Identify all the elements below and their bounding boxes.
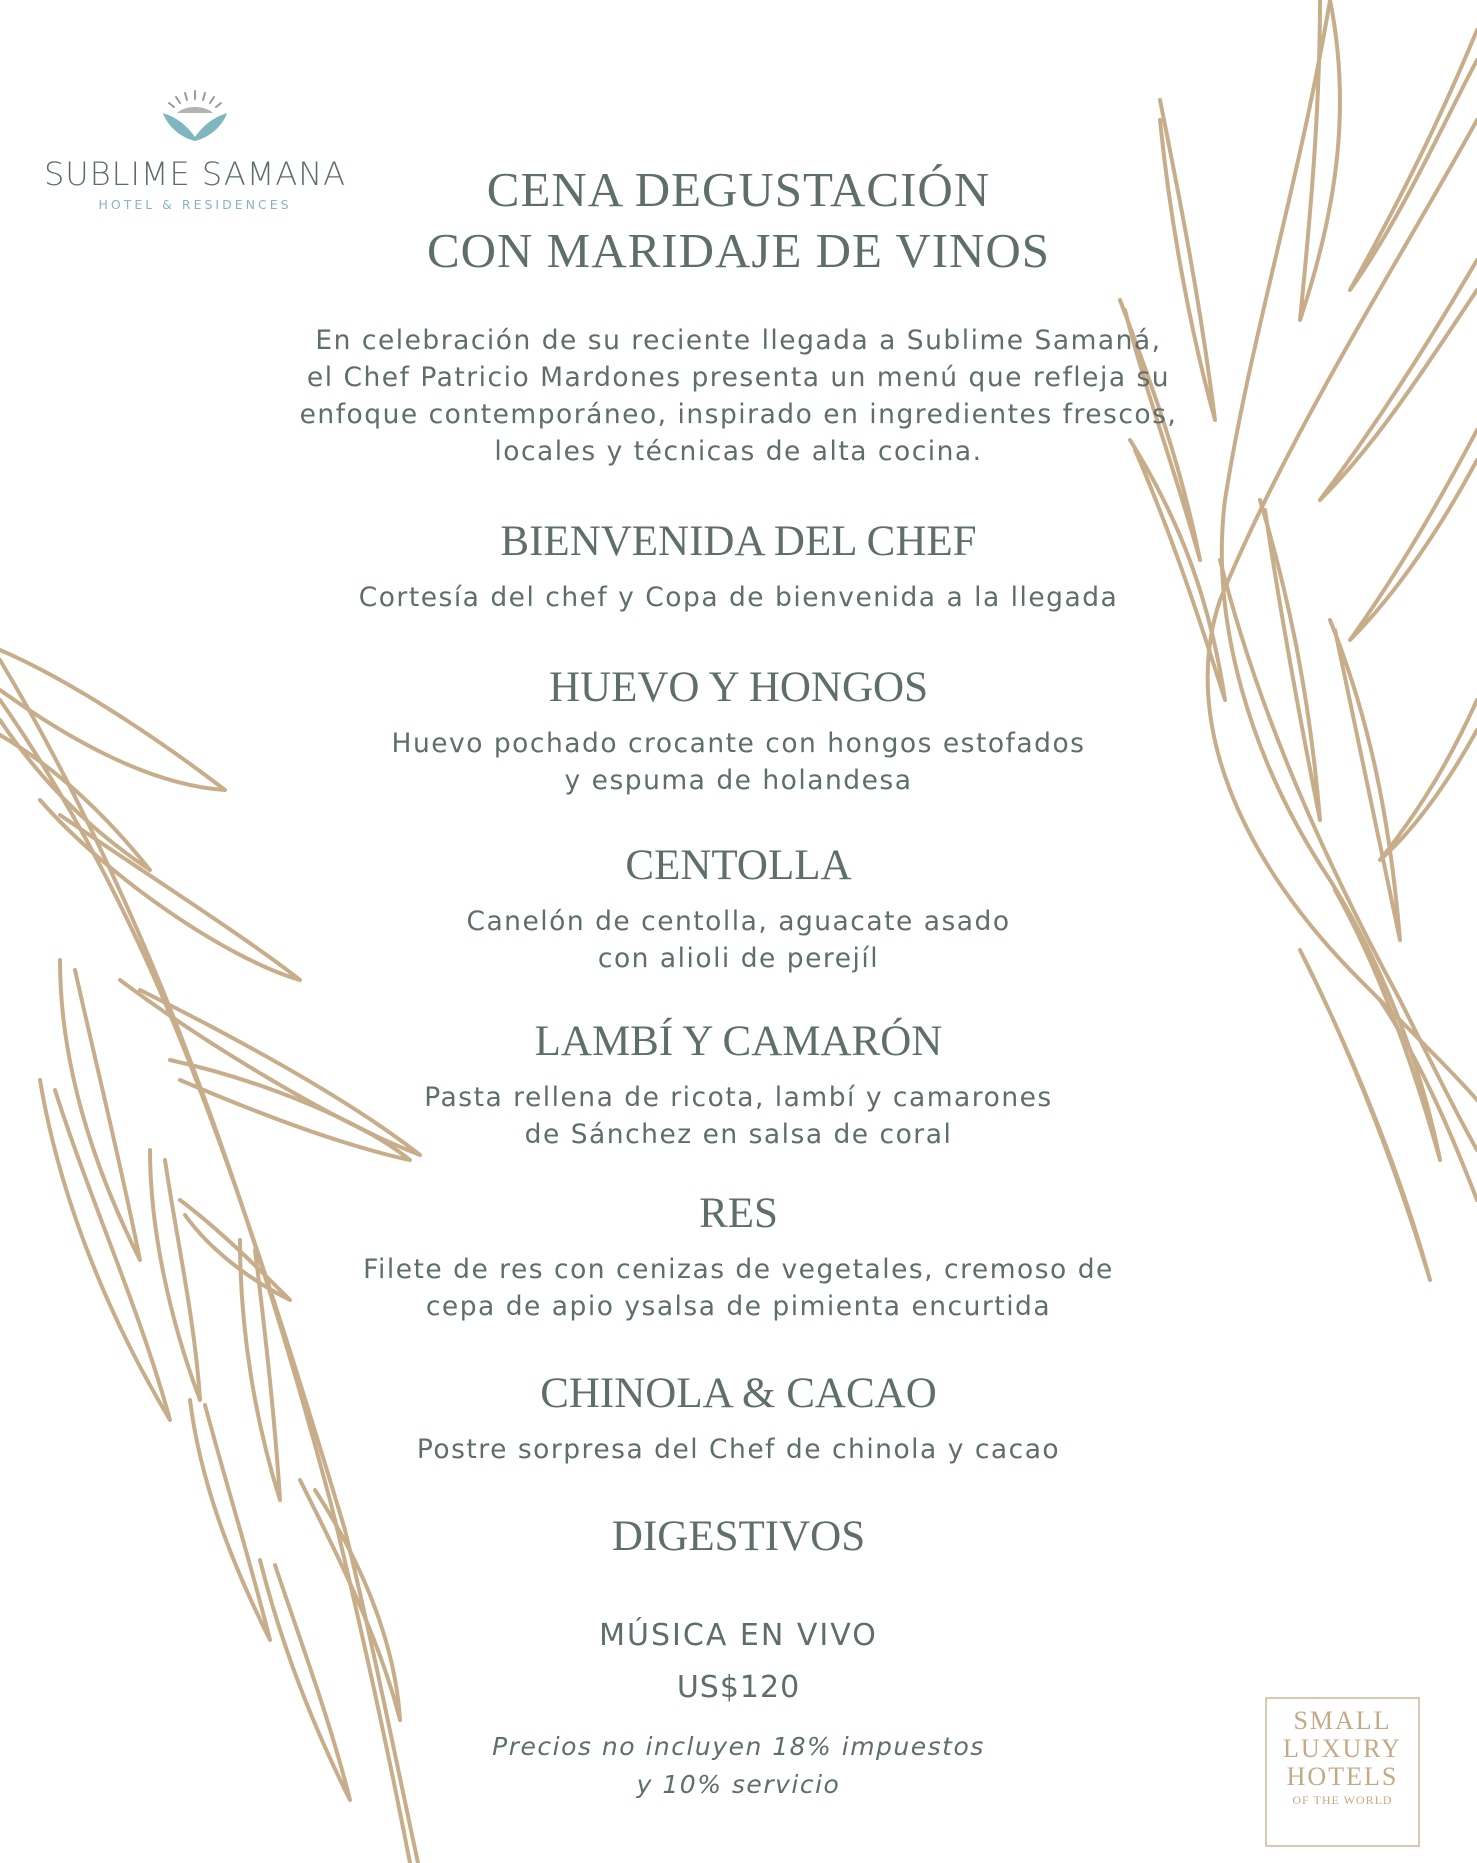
price-note-line: y 10% servicio bbox=[636, 1770, 841, 1799]
title-line-1: CENA DEGUSTACIÓN bbox=[486, 162, 991, 217]
course-heading: CENTOLLA bbox=[625, 842, 852, 889]
intro-paragraph bbox=[0, 322, 1477, 470]
title-line-2: CON MARIDAJE DE VINOS bbox=[426, 222, 1051, 278]
intro-line: locales y técnicas de alta cocina. bbox=[494, 436, 983, 467]
course-line: Pasta rellena de ricota, lambí y camarones bbox=[424, 1082, 1053, 1113]
live-music-label: MÚSICA EN VIVO bbox=[599, 1618, 878, 1653]
course-description bbox=[0, 579, 1477, 616]
course-heading: CHINOLA & CACAO bbox=[540, 1370, 937, 1417]
course-bienvenida bbox=[0, 520, 1477, 616]
brand-subtitle: HOTEL & RESIDENCES bbox=[98, 197, 292, 212]
course-line: Canelón de centolla, aguacate asado bbox=[466, 906, 1011, 937]
course-line: cepa de apio ysalsa de pimienta encurtida bbox=[425, 1291, 1052, 1322]
course-description bbox=[0, 1431, 1477, 1468]
course-lambi-camaron bbox=[0, 1020, 1477, 1153]
course-digestivos bbox=[0, 1515, 1477, 1558]
brand-name: SUBLIME SAMANA bbox=[43, 155, 347, 193]
course-line: y espuma de holandesa bbox=[564, 765, 913, 796]
intro-line: En celebración de su reciente llegada a Sublime Samaná, bbox=[315, 325, 1162, 356]
slh-word: SMALL bbox=[1293, 1706, 1392, 1735]
course-heading: LAMBÍ Y CAMARÓN bbox=[534, 1018, 943, 1065]
slh-word: LUXURY bbox=[1283, 1734, 1402, 1763]
menu-price: US$120 bbox=[676, 1670, 801, 1705]
course-line: Postre sorpresa del Chef de chinola y cacao bbox=[416, 1434, 1061, 1465]
course-centolla bbox=[0, 844, 1477, 977]
sunrise-lotus-icon bbox=[155, 85, 235, 145]
course-huevo-hongos bbox=[0, 666, 1477, 799]
course-description bbox=[0, 1251, 1477, 1325]
course-heading: HUEVO Y HONGOS bbox=[548, 664, 929, 711]
course-chinola-cacao bbox=[0, 1372, 1477, 1468]
course-heading: RES bbox=[699, 1190, 778, 1237]
course-res bbox=[0, 1192, 1477, 1325]
intro-line: enfoque contemporáneo, inspirado en ingredientes frescos, bbox=[299, 399, 1178, 430]
course-description bbox=[0, 903, 1477, 977]
price-note-line: Precios no incluyen 18% impuestos bbox=[492, 1732, 985, 1761]
slh-word: HOTELS bbox=[1286, 1762, 1399, 1791]
small-luxury-hotels-logo bbox=[1265, 1697, 1420, 1847]
course-description bbox=[0, 725, 1477, 799]
course-description bbox=[0, 1079, 1477, 1153]
course-line: de Sánchez en salsa de coral bbox=[524, 1119, 953, 1150]
course-line: Cortesía del chef y Copa de bienvenida a la llegada bbox=[358, 582, 1119, 613]
course-line: Filete de res con cenizas de vegetales, cremoso de bbox=[363, 1254, 1114, 1285]
course-line: Huevo pochado crocante con hongos estofados bbox=[391, 728, 1086, 759]
menu-title bbox=[0, 160, 1477, 282]
slh-tagline: OF THE WORLD bbox=[1292, 1793, 1393, 1807]
intro-line: el Chef Patricio Mardones presenta un menú que refleja su bbox=[306, 362, 1171, 393]
course-line: con alioli de perejíl bbox=[597, 943, 880, 974]
price-note bbox=[0, 1728, 1477, 1804]
course-heading: DIGESTIVOS bbox=[611, 1513, 866, 1560]
course-heading: BIENVENIDA DEL CHEF bbox=[500, 518, 977, 565]
